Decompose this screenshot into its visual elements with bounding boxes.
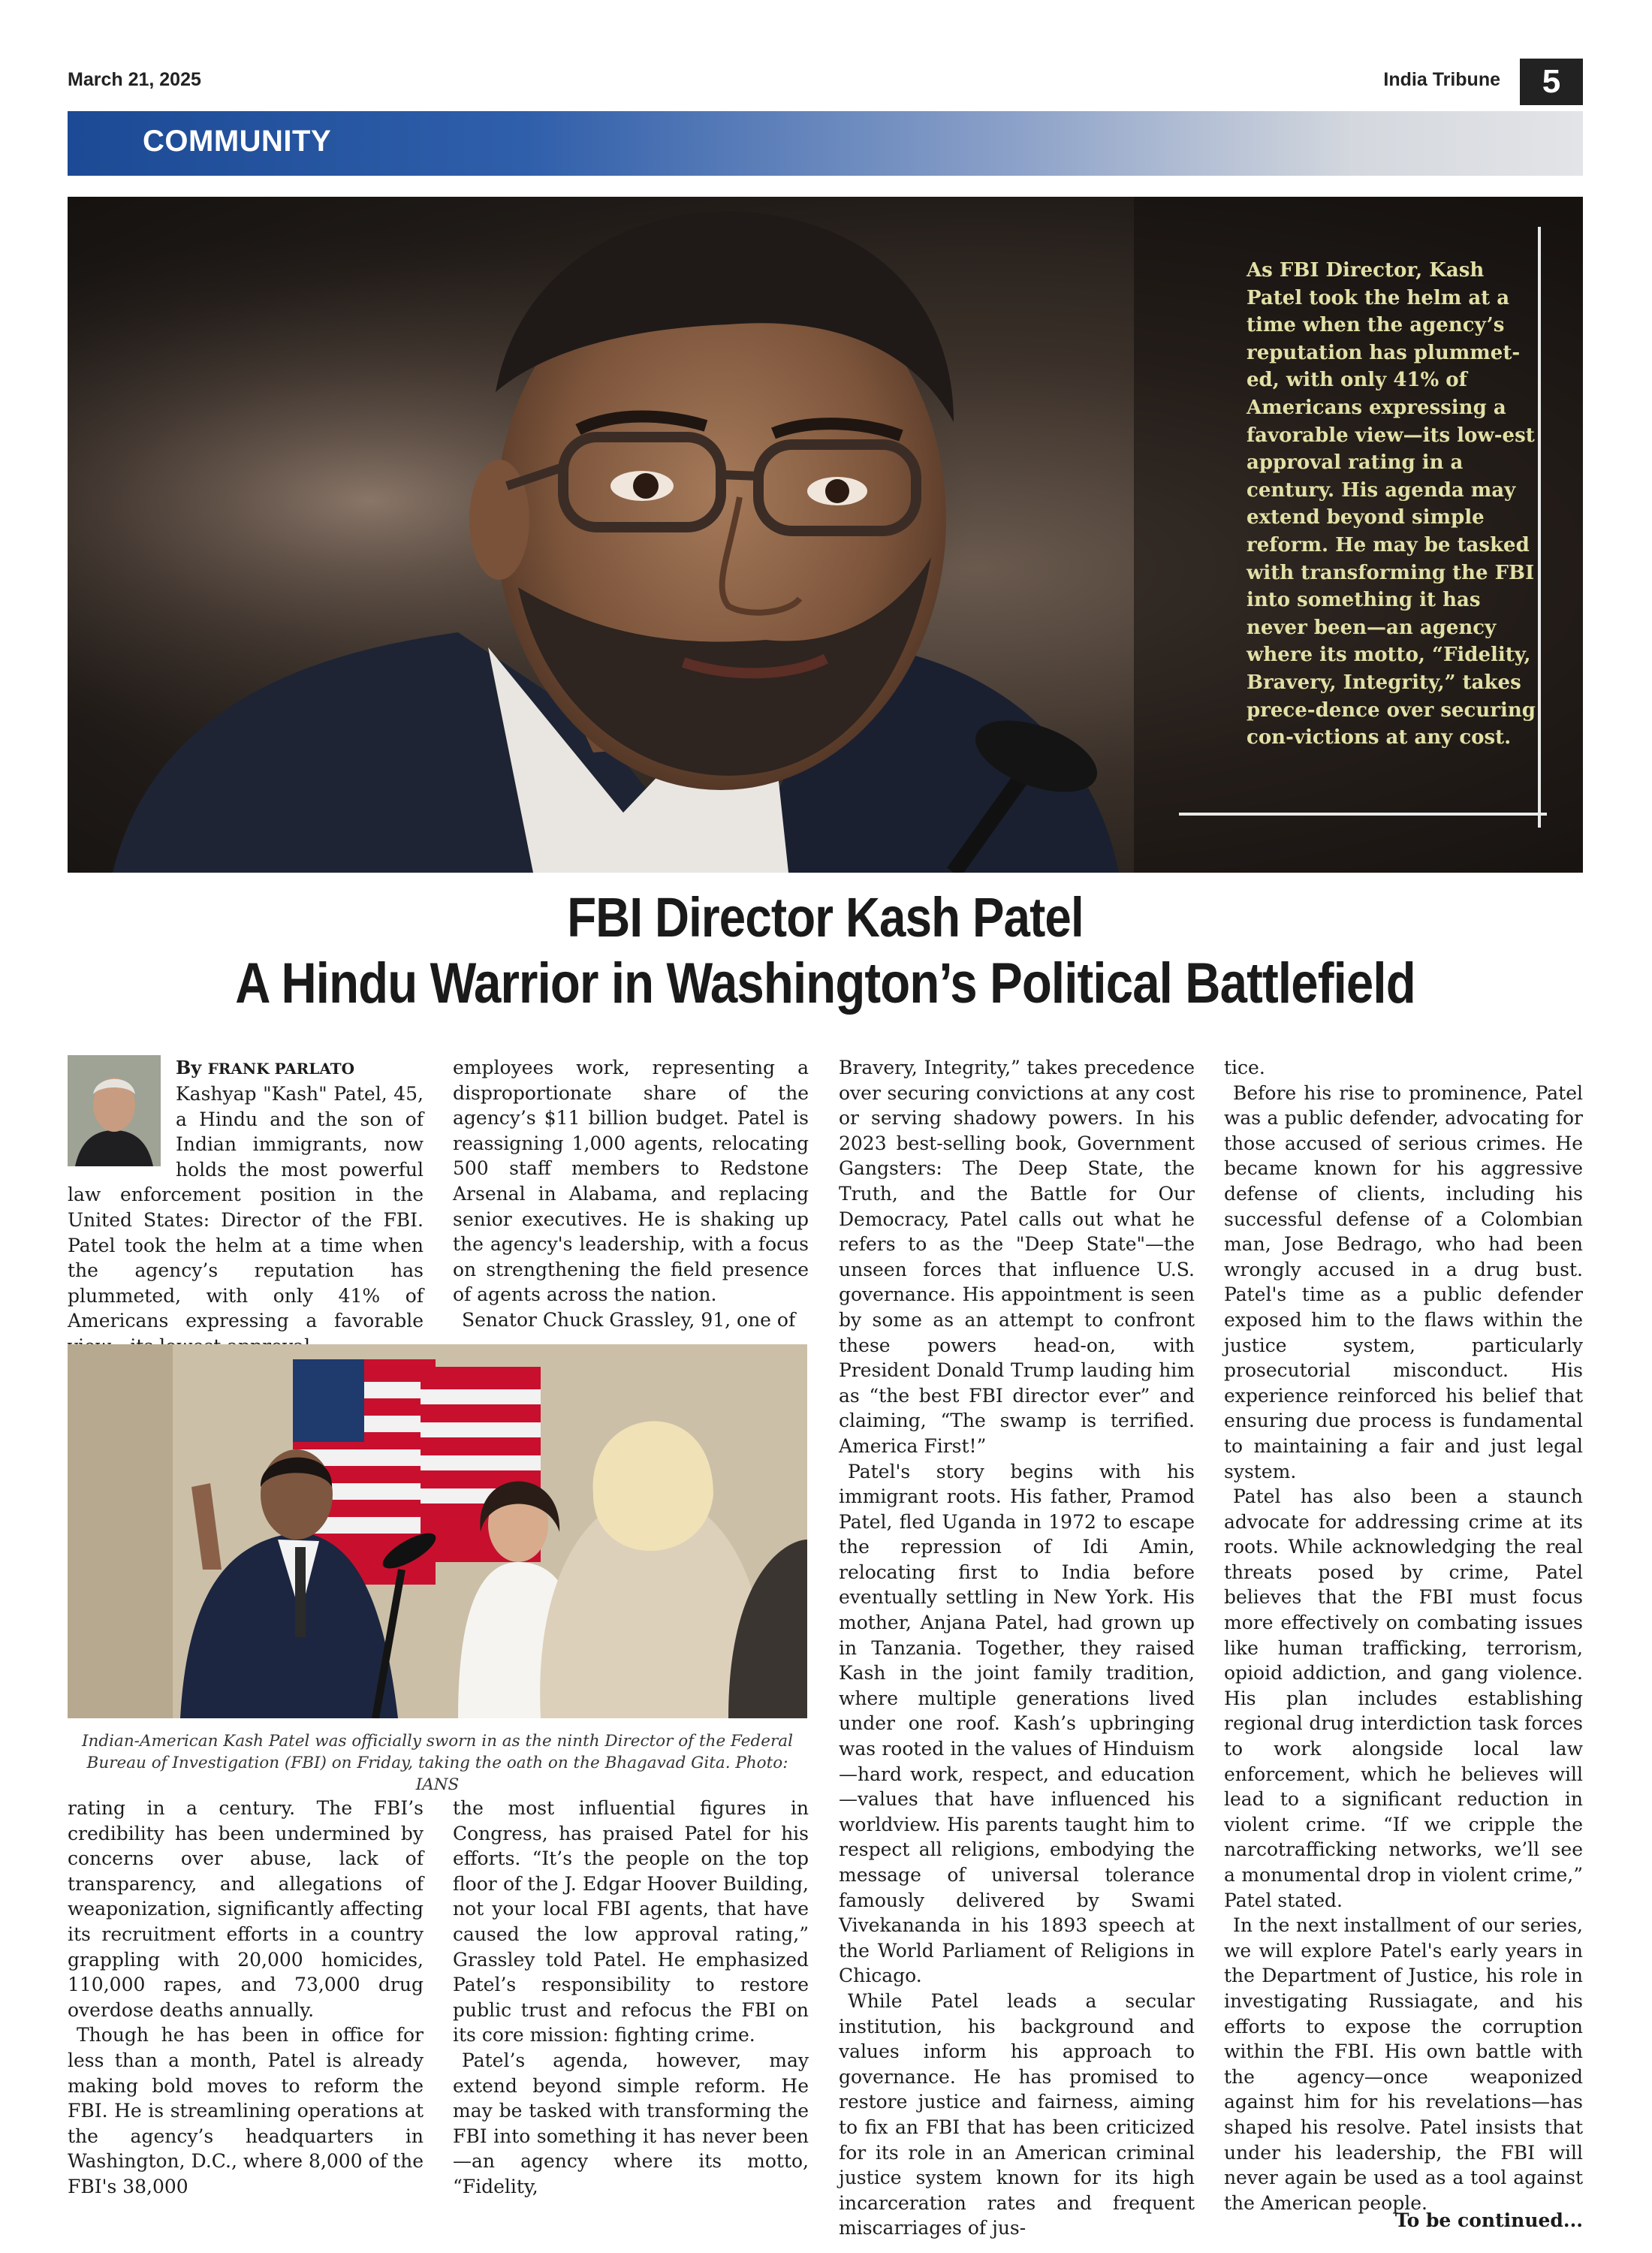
col3-paragraph-3: While Patel leads a secular institution, his background and values inform his approach to governance. He has promised to restore justice and fairness, aiming to fix an FBI that has been criticized for its role in an American criminal justice system known for its high incarceration rates and frequent miscarriages of jus- <box>839 1989 1195 2239</box>
byline-author: FRANK PARLATO <box>207 1060 355 1078</box>
column-1-top <box>68 1081 424 1359</box>
col4-paragraph-4: In the next installment of our series, we will explore Patel's early years in the Department of Justice, his role in investigating Russiagate, and his efforts to expose the corruption within the FBI. His own battle with the agency—once weaponized against him for his revelations—has shaped his resolve. Patel insists that under his leadership, the FBI will never again be used as a tool against the American people. <box>1224 1914 1583 2214</box>
inset-photo <box>68 1344 807 1718</box>
column-4 <box>1224 1055 1583 2215</box>
quote-horizontal-rule <box>1179 813 1547 816</box>
col1-bottom-paragraph-2: Though he has been in office for less than a month, Patel is already making bold moves to reform the FBI. He is streamlining operations at the agency’s headquarters in Washington, D.C., where 8,000 of the FBI's 38,000 <box>68 2024 424 2197</box>
col1-top-paragraph: Kashyap "Kash" Patel, 45, a Hindu and the son of Indian immigrants, now holds the most powerful law enforcement position in the United States: Director of the FBI. Patel took the helm at a time when the agency’s reputation has plummeted, with only 41% of Americans expressing a favorable <box>68 1083 424 1332</box>
col3-paragraph-1: Bravery, Integrity,” takes precedence over securing convictions at any cost or serving shadowy powers. In his 2023 best-selling book, Government Gangsters: The Deep State, the Truth, and the Battle for Our Democracy, Patel calls out what he refers to as the "Deep State"—the unseen forces that influence U.S. governance. His appointment is seen by some as an attempt to confront these powers head-on, with President Donald Trump lauding him as “the best FBI director ever” and claiming, “The swamp is terrified. America First!” <box>839 1057 1195 1457</box>
inset-photo-caption: Indian-American Kash Patel was officially sworn in as the ninth Director of the Federal Bureau of Investigation (FBI) on Friday, taking the oath on the Bhagavad Gita. Photo: IANS <box>82 1732 793 1794</box>
quote-vertical-rule <box>1538 227 1541 828</box>
col2-top-paragraph-2: Senator Chuck Grassley, 91, one of <box>462 1308 796 1331</box>
headline-line-1: FBI Director Kash Patel <box>567 886 1084 949</box>
col2-bottom-paragraph-1: the most influential figures in Congress, has praised Patel for his efforts. “It’s the people on the top floor of the J. Edgar Hoover Building, not your local FBI agents, that have caused the low approval rating,” Grassley told Patel. He emphasized Patel’s responsibility to restore public trust and refocus the FBI on its core mission: fighting crime. <box>453 1797 809 2046</box>
page-number: 5 <box>1520 59 1583 105</box>
continued-note: To be continued... <box>1394 2209 1583 2231</box>
col3-paragraph-2: Patel's story begins with his immigrant roots. His father, Pramod Patel, fled Uganda in 1972 to escape the repression of Idi Amin, relocating first to India before eventually settling in New York. His mother, Anjana Patel, had grown up in Tanzania. Together, they raised Kash in the joint family tradition, where multiple generations lived under one roof. Kash’s upbringing was rooted in the values of Hinduism—hard work, respect, and education—values that have influenced his worldview. His parents taught him to respect all religions, embodying the message of universal tolerance famously delivered by Swami Vivekananda in his 1893 speech at the World Parliament of Religions in Chicago. <box>839 1460 1195 1987</box>
col2-top-paragraph-1: employees work, representing a disproportionate share of the agency’s $11 billion budget. Patel is reassigning 1,000 agents, relocating 500 staff members to Redstone Arsenal in Alabama, and replacing senior executives. He is shaking up the agency's leadership, with a focus on strengthening the field presence of agents across the nation. <box>453 1057 809 1306</box>
column-1-bottom <box>68 1796 424 2200</box>
byline-prefix: By <box>176 1057 202 1078</box>
author-photo-wrap <box>68 1081 176 1173</box>
col1-bottom-paragraph-1: rating in a century. The FBI’s credibility has been undermined by concerns over abuse, lack of transparency, and allegations of weaponization, significantly affecting its recruitment efforts in a country grappling with 20,000 homicides, 110,000 rapes, and 73,000 drug overdose deaths annually. <box>68 1797 424 2021</box>
hero-photo <box>68 197 1583 873</box>
publication-name: India Tribune <box>1383 69 1500 90</box>
issue-date: March 21, 2025 <box>68 69 201 90</box>
column-3 <box>839 1055 1195 2241</box>
swearing-in-illustration <box>68 1344 807 1718</box>
byline <box>176 1055 424 1082</box>
col4-paragraph-1: tice. <box>1224 1057 1265 1078</box>
pull-quote: As FBI Director, Kash Patel took the helm at a time when the agency’s reputation has plummet-ed, with only 41% of Americans expressing a favorable view—its low-est approval rating in a century. His agenda may extend beyond simple reform. He may be tasked with transforming the FBI into something it has never been—an agency where its motto, “Fidelity, Bravery, Integrity,” takes prece-dence over securing con-victions at any cost. <box>1247 259 1536 749</box>
column-2-bottom <box>453 1796 809 2200</box>
col4-paragraph-3: Patel has also been a staunch advocate for addressing crime at its roots. While acknowledging the real threats posed by crime, Patel believes that the FBI must focus more effectively on combating issues like human trafficking, terrorism, opioid addiction, and gang violence. His plan includes establishing regional drug interdiction task forces to work alongside local law enforcement, which he believes will lead to a significant reduction in violent crime. “If we cripple the narcotrafficking networks, we’ll see a monumental drop in violent crime,” Patel stated. <box>1224 1485 1583 1911</box>
headline-line-2: A Hindu Warrior in Washington’s Political Battlefield <box>235 952 1415 1015</box>
article-headline <box>173 886 1476 1018</box>
col2-bottom-paragraph-2: Patel’s agenda, however, may extend beyond simple reform. He may be tasked with transforming the FBI into something it has never been—an agency where its motto, “Fidelity, <box>453 2049 809 2197</box>
col4-paragraph-2: Before his rise to prominence, Patel was a public defender, advocating for those accused of serious crimes. He became known for his aggressive defense of clients, including his successful defense of a Colombian man, Jose Bedrago, who had been wrongly accused in a drug bust. Patel's time as a public defender exposed him to the flaws within the justice system, particularly prosecutorial misconduct. His experience reinforced his belief that ensuring due process is fundamental to maintaining a fair and just legal system. <box>1224 1081 1583 1482</box>
section-label: COMMUNITY <box>143 125 332 158</box>
section-banner <box>68 111 1583 176</box>
byline-block <box>176 1055 424 1082</box>
column-2-top <box>453 1055 809 1333</box>
